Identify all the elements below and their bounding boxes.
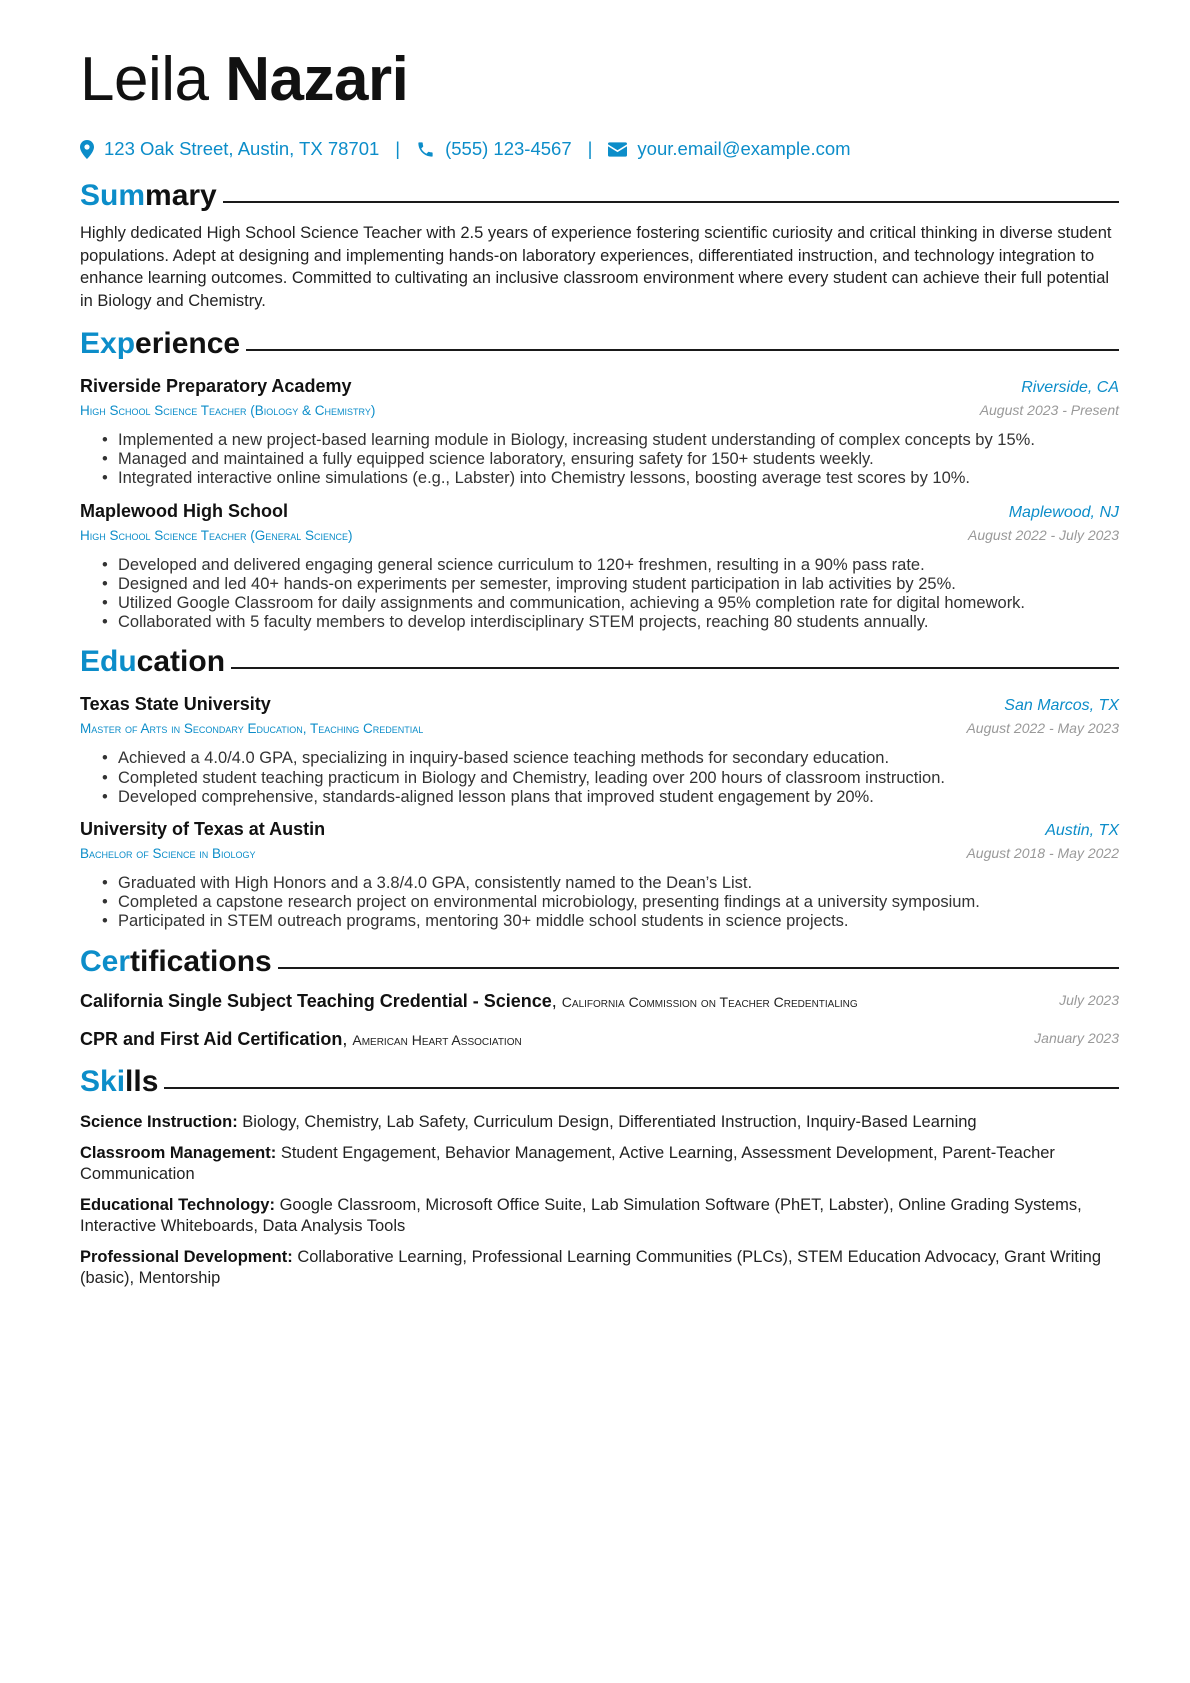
section-rule — [231, 667, 1119, 669]
section-title-rest: mary — [145, 179, 217, 212]
entry-location: Maplewood, NJ — [1008, 503, 1119, 521]
certification-item: CPR and First Aid Certification, American Heart Association January 2023 — [80, 1028, 1119, 1049]
list-item: • Utilized Google Classroom for daily assignments and communication, achieving a 95% completion rate for digital homework. — [102, 594, 1119, 613]
certification-date: January 2023 — [1034, 1029, 1119, 1046]
certification-issuer: American Heart Association — [352, 1031, 522, 1048]
certification-issuer: California Commission on Teacher Credentialing — [561, 993, 858, 1010]
certification-name: CPR and First Aid Certification — [80, 1028, 343, 1049]
certification-item: California Single Subject Teaching Credential - Science, California Commission on Teacher Credentialing July 2023 — [80, 990, 1119, 1011]
phone-text: (555) 123-4567 — [445, 138, 572, 159]
location-pin-icon — [80, 140, 94, 159]
section-title — [80, 1062, 1119, 1102]
education-entry — [80, 692, 1119, 807]
candidate-name — [80, 40, 1119, 120]
skill-label: Science Instruction: — [80, 1112, 238, 1131]
bullet-list — [80, 874, 1119, 932]
section-title-accent: Exp — [80, 327, 136, 360]
school-name: University of Texas at Austin — [80, 819, 326, 840]
bullet-list — [80, 556, 1119, 633]
contact-bar — [80, 134, 1119, 164]
section-title-rest: cation — [136, 645, 226, 679]
section-title-accent: Sum — [80, 179, 146, 212]
entry-date: August 2023 - Present — [979, 402, 1119, 418]
certifications-section — [80, 942, 1119, 1052]
list-item: • Participated in STEM outreach programs, mentoring 30+ middle school students in science projects. — [102, 912, 1119, 931]
section-title — [80, 176, 1119, 216]
skill-group — [80, 1247, 1119, 1289]
contact-separator: | — [587, 138, 593, 159]
skill-values: Student Engagement, Behavior Management, Active Learning, Assessment Development, Parent-Teacher Communication — [80, 1143, 1055, 1183]
skill-group — [80, 1143, 1119, 1185]
summary-text: Highly dedicated High School Science Teacher with 2.5 years of experience fostering scientific curiosity and critical thinking in diverse student populations. Adept at designing and implementing hands-on laboratory experiences, differentiated instruction, and technology integration to enhance learning outcomes. Committed to cultivating an inclusive classroom environment where every student can achieve their full potential in Biology and Chemistry. — [80, 224, 1112, 310]
bullet-list — [80, 431, 1119, 489]
section-rule — [278, 967, 1119, 969]
list-item: • Integrated interactive online simulations (e.g., Labster) into Chemistry lessons, boosting average test scores by 10%. — [102, 469, 1119, 488]
certification-name: California Single Subject Teaching Credential - Science — [80, 990, 552, 1011]
skill-group — [80, 1195, 1119, 1237]
list-item: • Completed a capstone research project on environmental microbiology, presenting findings at a university symposium. — [102, 893, 1119, 912]
section-title — [80, 324, 1119, 364]
section-title — [80, 642, 1119, 682]
section-title-accent: Edu — [80, 645, 137, 679]
skill-label: Classroom Management: — [80, 1143, 277, 1162]
skill-values: Collaborative Learning, Professional Learning Communities (PLCs), STEM Education Advocacy, Grant Writing (basic), Mentorship — [80, 1247, 1102, 1287]
entry-date: August 2018 - May 2022 — [966, 845, 1119, 862]
contact-email[interactable] — [608, 138, 850, 160]
employer-name: Riverside Preparatory Academy — [80, 376, 352, 396]
entry-location: Austin, TX — [1045, 822, 1119, 840]
education-section — [80, 642, 1119, 931]
entry-date: August 2022 - July 2023 — [968, 526, 1119, 543]
job-title: High School Science Teacher (Biology & Chemistry) — [80, 403, 376, 418]
contact-separator: | — [395, 138, 401, 159]
skill-group — [80, 1112, 1119, 1133]
list-item: • Graduated with High Honors and a 3.8/4.0 GPA, consistently named to the Dean’s List. — [102, 874, 1119, 893]
list-item: • Completed student teaching practicum in Biology and Chemistry, leading over 200 hours of classroom instruction. — [102, 769, 1119, 788]
list-item: • Collaborated with 5 faculty members to develop interdisciplinary STEM projects, reaching 80 students annually. — [102, 613, 1119, 632]
envelope-icon — [608, 142, 627, 157]
list-item: • Designed and led 40+ hands-on experiments per semester, improving student participation in lab activities by 25%. — [102, 575, 1119, 594]
contact-phone — [416, 138, 572, 160]
summary-section — [80, 176, 1119, 312]
education-entry — [80, 817, 1119, 932]
entry-location: San Marcos, TX — [1004, 697, 1119, 715]
list-item: • Managed and maintained a fully equipped science laboratory, ensuring safety for 150+ students weekly. — [102, 450, 1119, 469]
section-rule — [246, 349, 1119, 351]
degree-title: Master of Arts in Secondary Education, Teaching Credential — [80, 721, 424, 737]
section-title-rest: tifications — [130, 944, 272, 978]
certification-date: July 2023 — [1059, 991, 1119, 1008]
list-item: • Implemented a new project-based learning module in Biology, increasing student understanding of complex concepts by 15%. — [102, 431, 1119, 450]
phone-icon — [416, 140, 435, 159]
skills-section — [80, 1062, 1119, 1289]
address-text: 123 Oak Street, Austin, TX 78701 — [104, 138, 380, 159]
skill-values: Biology, Chemistry, Lab Safety, Curriculum Design, Differentiated Instruction, Inquiry-Based Learning — [242, 1112, 977, 1131]
employer-name: Maplewood High School — [80, 500, 288, 521]
section-title-rest: lls — [125, 1064, 159, 1098]
experience-entry — [80, 499, 1119, 633]
email-link[interactable]: your.email@example.com — [637, 138, 851, 159]
bullet-list — [80, 749, 1119, 807]
degree-title: Bachelor of Science in Biology — [80, 846, 256, 862]
contact-address — [80, 138, 379, 160]
section-rule — [164, 1087, 1119, 1089]
first-name: Leila — [80, 45, 209, 114]
last-name: Nazari — [225, 45, 409, 114]
list-item: • Achieved a 4.0/4.0 GPA, specializing in inquiry-based science teaching methods for secondary education. — [102, 749, 1119, 768]
experience-entry — [80, 374, 1119, 489]
job-title: High School Science Teacher (General Science) — [80, 527, 353, 543]
list-item: • Developed comprehensive, standards-aligned lesson plans that improved student engagement by 20%. — [102, 788, 1119, 807]
list-item: • Developed and delivered engaging general science curriculum to 120+ freshmen, resulting in a 90% pass rate. — [102, 556, 1119, 575]
section-title-rest: erience — [135, 327, 241, 360]
skill-label: Educational Technology: — [80, 1195, 275, 1214]
entry-date: August 2022 - May 2023 — [966, 720, 1119, 737]
experience-section — [80, 324, 1119, 632]
section-title — [80, 942, 1119, 982]
section-title-accent: Ski — [80, 1064, 126, 1098]
skill-label: Professional Development: — [80, 1247, 293, 1266]
section-rule — [223, 201, 1119, 203]
skill-values: Google Classroom, Microsoft Office Suite, Lab Simulation Software (PhET, Labster), Online Grading Systems, Interactive Whiteboards, Data Analysis Tools — [80, 1195, 1082, 1235]
section-title-accent: Cer — [80, 944, 131, 978]
school-name: Texas State University — [80, 694, 271, 715]
entry-location: Riverside, CA — [1021, 379, 1119, 396]
